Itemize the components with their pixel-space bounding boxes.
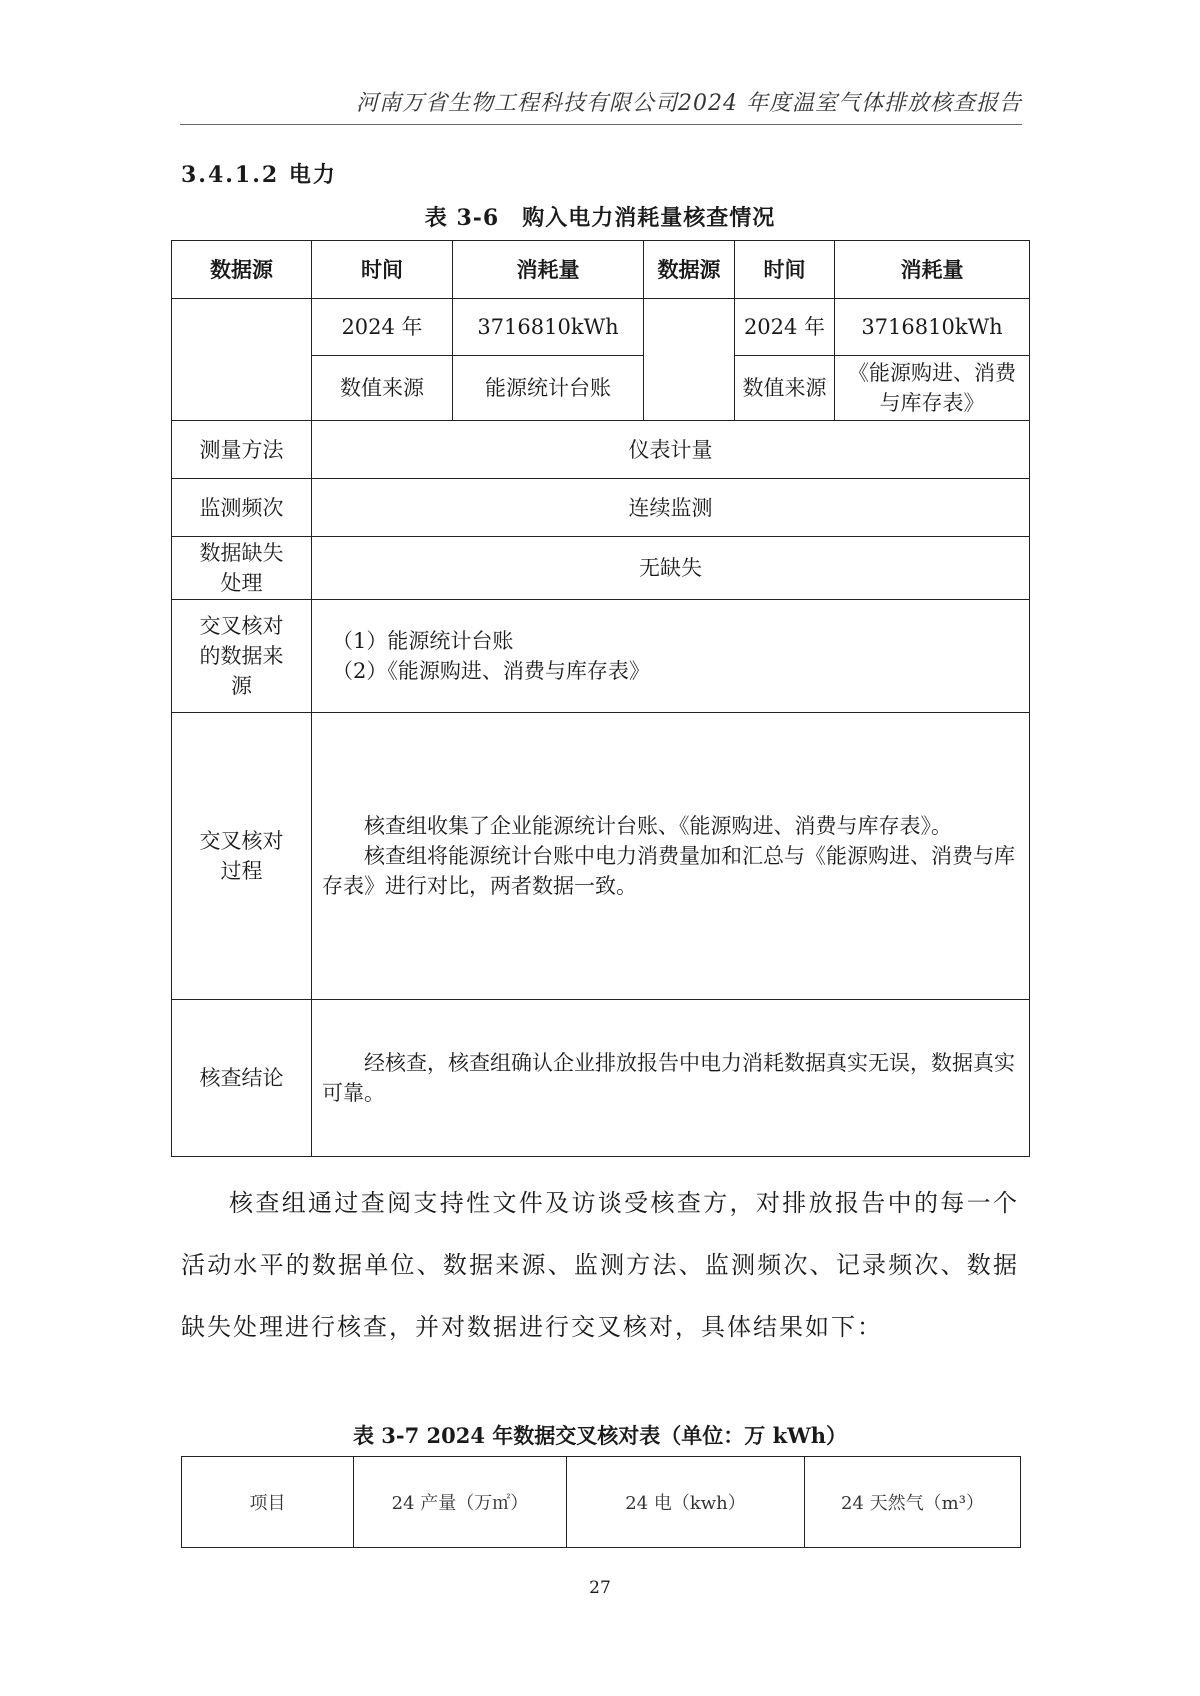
cross-process-line: 核查组收集了企业能源统计台账、《能源购进、消费与库存表》。 (364, 814, 952, 838)
cross-process-text (312, 713, 1030, 1000)
table2-header: 24 天然气（m³） (805, 1457, 1021, 1548)
col-header-amount-right: 消耗量 (835, 241, 1030, 299)
left-time: 2024 年 (312, 299, 453, 356)
cross-source-list (312, 600, 1030, 713)
header-rule (180, 124, 1022, 125)
row-value: 仪表计量 (312, 421, 1030, 479)
table2-header-row (182, 1457, 1021, 1548)
table1-row-method (172, 421, 1030, 479)
conclusion-label: 核查结论 (172, 1000, 312, 1157)
right-source-label: 数值来源 (735, 356, 835, 421)
table2-header: 24 电（kwh） (567, 1457, 805, 1548)
row-value: 连续监测 (312, 479, 1030, 537)
col-header-time-right: 时间 (735, 241, 835, 299)
table2-header: 24 产量（万㎡） (354, 1457, 567, 1548)
left-source-value: 能源统计台账 (453, 356, 644, 421)
cross-process-line: 核查组将能源统计台账中电力消费量加和汇总与《能源购进、消费与库存表》进行对比，两者数据一致。 (322, 844, 1015, 898)
cross-source-label: 交叉核对的数据来源 (172, 600, 312, 713)
table1-row-cross-source (172, 600, 1030, 713)
table-cross-check (181, 1456, 1021, 1548)
page-header: 河南万省生物工程科技有限公司2024 年度温室气体排放核查报告 (356, 91, 1022, 116)
table1-value-row (172, 299, 1030, 356)
table1-row-missing (172, 537, 1030, 600)
table2-header: 项目 (182, 1457, 354, 1548)
row-label: 数据缺失处理 (172, 537, 312, 600)
col-header-source-right: 数据源 (644, 241, 735, 299)
row-label: 测量方法 (172, 421, 312, 479)
left-source-cell (172, 299, 312, 421)
section-title: 3.4.1.2 电力 (181, 162, 337, 188)
row-value: 无缺失 (312, 537, 1030, 600)
conclusion-text: 经核查，核查组确认企业排放报告中电力消耗数据真实无误，数据真实可靠。 (312, 1000, 1030, 1157)
table1-row-cross-process (172, 713, 1030, 1000)
right-source-cell (644, 299, 735, 421)
table2-caption: 表 3-7 2024 年数据交叉核对表（单位：万 kWh） (352, 1423, 848, 1448)
cross-process-label: 交叉核对过程 (172, 713, 312, 1000)
cross-source-item: （1）能源统计台账 (332, 629, 514, 653)
row-label: 监测频次 (172, 479, 312, 537)
col-header-time-left: 时间 (312, 241, 453, 299)
col-header-amount-left: 消耗量 (453, 241, 644, 299)
table-electricity-check (171, 240, 1030, 1157)
table1-row-conclusion (172, 1000, 1030, 1157)
right-time: 2024 年 (735, 299, 835, 356)
right-source-value: 《能源购进、消费与库存表》 (835, 356, 1030, 421)
body-paragraph (181, 1172, 1019, 1358)
page-number: 27 (589, 1578, 611, 1598)
cross-source-item: （2）《能源购进、消费与库存表》 (332, 659, 650, 683)
left-source-label: 数值来源 (312, 356, 453, 421)
body-paragraph-text: 核查组通过查阅支持性文件及访谈受核查方，对排放报告中的每一个活动水平的数据单位、数据来源、监测方法、监测频次、记录频次、数据缺失处理进行核查，并对数据进行交叉核对，具体结果如下： (181, 1189, 1019, 1341)
left-amount: 3716810kWh (453, 299, 644, 356)
table1-row-frequency (172, 479, 1030, 537)
col-header-source-left: 数据源 (172, 241, 312, 299)
right-amount: 3716810kWh (835, 299, 1030, 356)
table1-header-row (172, 241, 1030, 299)
table1-caption: 表 3-6 购入电力消耗量核查情况 (424, 205, 776, 231)
